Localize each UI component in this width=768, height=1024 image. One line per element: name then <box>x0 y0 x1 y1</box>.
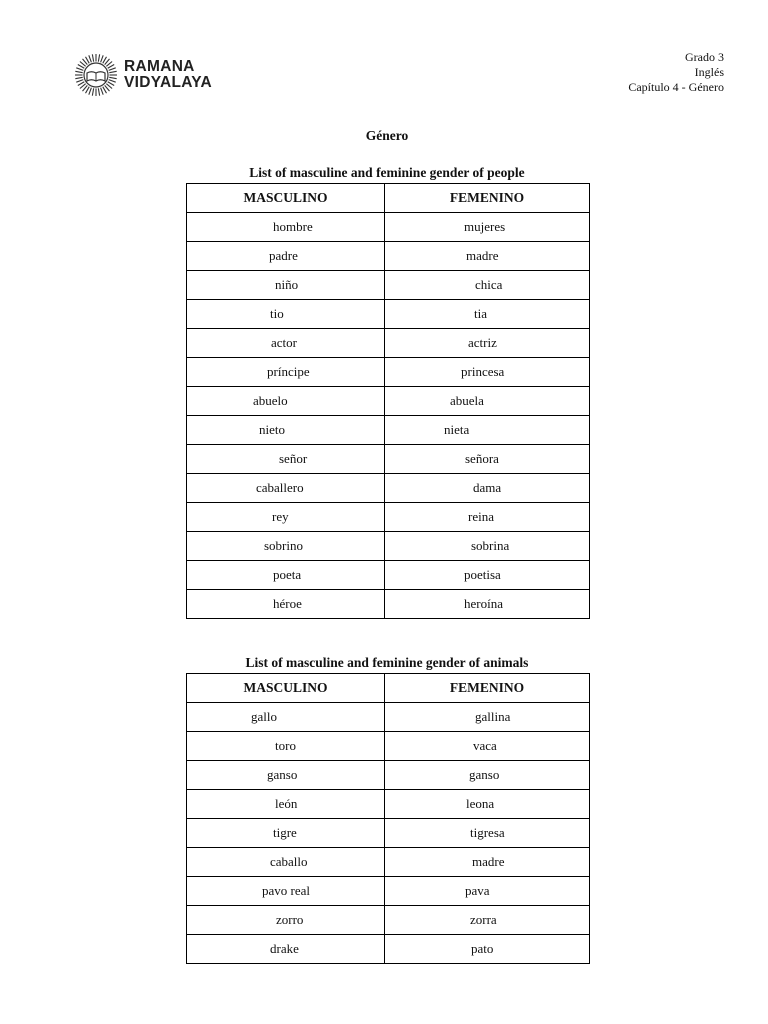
masculine-cell: zorro <box>187 906 385 935</box>
brand-name <box>124 59 212 91</box>
masculine-cell: héroe <box>187 590 385 619</box>
feminine-cell: madre <box>385 242 590 271</box>
feminine-cell: actriz <box>385 329 590 358</box>
table-row <box>187 732 590 761</box>
table-row <box>187 848 590 877</box>
table-row <box>187 790 590 819</box>
table-row <box>187 532 590 561</box>
feminine-cell: ganso <box>385 761 590 790</box>
page-title: Género <box>365 128 409 143</box>
column-header-masculine: MASCULINO <box>187 674 385 703</box>
masculine-cell: príncipe <box>187 358 385 387</box>
chapter-label: Capítulo 4 - Género <box>628 80 724 94</box>
column-header-masculine: MASCULINO <box>187 184 385 213</box>
feminine-cell: heroína <box>385 590 590 619</box>
table-row <box>187 300 590 329</box>
masculine-cell: hombre <box>187 213 385 242</box>
table-header-row <box>187 674 590 703</box>
column-header-feminine: FEMENINO <box>385 184 590 213</box>
table-row <box>187 242 590 271</box>
feminine-cell: pava <box>385 877 590 906</box>
feminine-cell: madre <box>385 848 590 877</box>
document-header-info <box>628 50 724 95</box>
feminine-cell: abuela <box>385 387 590 416</box>
animals-gender-table <box>186 673 590 964</box>
table-row <box>187 445 590 474</box>
table-row <box>187 906 590 935</box>
feminine-cell: chica <box>385 271 590 300</box>
masculine-cell: poeta <box>187 561 385 590</box>
feminine-cell: leona <box>385 790 590 819</box>
table-row <box>187 877 590 906</box>
people-list-caption: List of masculine and feminine gender of people <box>249 165 525 180</box>
masculine-cell: gallo <box>187 703 385 732</box>
table-row <box>187 819 590 848</box>
feminine-cell: señora <box>385 445 590 474</box>
masculine-cell: niño <box>187 271 385 300</box>
masculine-cell: señor <box>187 445 385 474</box>
table-row <box>187 590 590 619</box>
grade-label: Grado 3 <box>685 50 724 64</box>
column-header-feminine: FEMENINO <box>385 674 590 703</box>
table-row <box>187 561 590 590</box>
masculine-cell: ganso <box>187 761 385 790</box>
masculine-cell: pavo real <box>187 877 385 906</box>
masculine-cell: caballo <box>187 848 385 877</box>
masculine-cell: tio <box>187 300 385 329</box>
table-row <box>187 387 590 416</box>
table-row <box>187 703 590 732</box>
table-row <box>187 474 590 503</box>
feminine-cell: mujeres <box>385 213 590 242</box>
feminine-cell: zorra <box>385 906 590 935</box>
feminine-cell: reina <box>385 503 590 532</box>
feminine-cell: nieta <box>385 416 590 445</box>
table-row <box>187 358 590 387</box>
animals-list-caption: List of masculine and feminine gender of animals <box>245 655 529 670</box>
masculine-cell: drake <box>187 935 385 964</box>
feminine-cell: sobrina <box>385 532 590 561</box>
feminine-cell: tia <box>385 300 590 329</box>
table-row <box>187 935 590 964</box>
masculine-cell: rey <box>187 503 385 532</box>
masculine-cell: abuelo <box>187 387 385 416</box>
masculine-cell: toro <box>187 732 385 761</box>
masculine-cell: nieto <box>187 416 385 445</box>
brand-line-2: VIDYALAYA <box>124 74 212 91</box>
masculine-cell: actor <box>187 329 385 358</box>
table-row <box>187 416 590 445</box>
feminine-cell: princesa <box>385 358 590 387</box>
feminine-cell: tigresa <box>385 819 590 848</box>
feminine-cell: poetisa <box>385 561 590 590</box>
subject-label: Inglés <box>694 65 724 79</box>
feminine-cell: pato <box>385 935 590 964</box>
table-row <box>187 761 590 790</box>
table-header-row <box>187 184 590 213</box>
masculine-cell: tigre <box>187 819 385 848</box>
feminine-cell: gallina <box>385 703 590 732</box>
masculine-cell: caballero <box>187 474 385 503</box>
masculine-cell: padre <box>187 242 385 271</box>
people-gender-table <box>186 183 590 619</box>
table-row <box>187 329 590 358</box>
table-row <box>187 271 590 300</box>
brand-line-1: RAMANA <box>124 58 195 75</box>
book-emblem-icon <box>74 53 118 97</box>
feminine-cell: vaca <box>385 732 590 761</box>
feminine-cell: dama <box>385 474 590 503</box>
table-row <box>187 503 590 532</box>
masculine-cell: sobrino <box>187 532 385 561</box>
brand-logo <box>74 53 212 97</box>
table-row <box>187 213 590 242</box>
masculine-cell: león <box>187 790 385 819</box>
